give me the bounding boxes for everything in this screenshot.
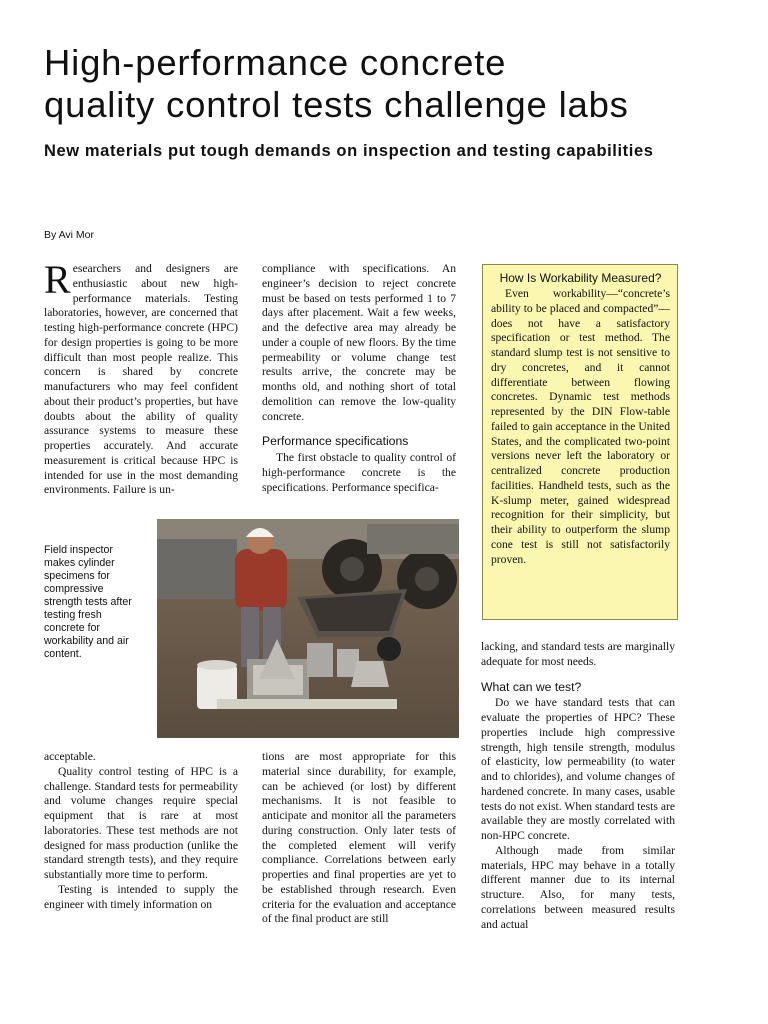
section-heading-performance-specifications: Performance specifications xyxy=(262,434,409,449)
sidebar-box xyxy=(482,264,678,620)
paragraph: The first obstacle to quality control of high-performance concrete is the specifications. Performance specifica- xyxy=(262,451,456,494)
title-line-1: High-performance concrete xyxy=(44,42,507,83)
title-line-2: quality control tests challenge labs xyxy=(44,84,629,125)
photo-illustration xyxy=(157,519,459,738)
sidebar-title: How Is Workability Measured? xyxy=(499,271,662,285)
photo-caption: Field inspector makes cylinder specimens for compressive strength tests after testing fresh concrete for workability and air content. xyxy=(44,544,132,660)
paragraph: lacking, and standard tests are marginally adequate for most needs. xyxy=(481,640,675,668)
sidebar-body: Even workability—“concrete’s ability to be placed and compacted”— does not have a satisfactory specification or test method. The standard slump test is not sensitive to dry concretes, and it cannot differentiate between flowing concretes. Dynamic test methods represented by the DIN Flow-table failed to gain acceptance in the United States, and the complicated two-point versions never left the laboratory or centralized concrete production facilities. Handheld tests, such as the K-slump meter, gained widespread recognition for their simplicity, but their ability to outperform the slump cone test is still not satisfactorily proven. xyxy=(491,287,670,566)
paragraph: tions are most appropriate for this material since durability, for example, can be achieved (or lost) by different mechanisms. It is not feasible to anticipate and monitor all the parameters during construction. Only later tests of the completed element will verify compliance. Correlations between early properties and final properties are yet to be established through research. Even criteria for the evaluation and acceptance of the final product are still xyxy=(262,750,456,926)
column-2-top xyxy=(262,262,456,495)
intro-paragraph: Researchers and designers are enthusiastic about new high-performance materials. Testing laboratories, however, are concerned that testing high-performance concrete (HPC) for design properties is going to be more difficult than most people realize. This concern is shared by concrete manufacturers who may feel confident about their product’s properties, but have doubts about the ability of quality assurance systems to measure these properties accurately. And accurate measurement is critical because HPC is intended for use in the most demanding environments. Failure is un- xyxy=(44,257,238,497)
article-title xyxy=(44,42,744,126)
paragraph: Do we have standard tests that can evaluate the properties of HPC? These properties include high compressive strength, high tensile strength, modulus of elasticity, low permeability (to water and to chlorides), and volume changes of hardened concrete. In many cases, usable tests do not exist. When standard tests are available they are mostly correlated with non-HPC concrete. xyxy=(481,696,675,842)
column-1-top xyxy=(44,257,238,498)
article-subtitle: New materials put tough demands on inspection and testing capabilities xyxy=(44,142,654,160)
column-2-bottom xyxy=(262,750,456,927)
drop-cap: R xyxy=(44,257,71,302)
paragraph: Although made from similar materials, HPC may behave in a totally different manner due to its internal structure. Also, for many tests, correlations between measured results and actual xyxy=(481,843,675,931)
paragraph: Quality control testing of HPC is a challenge. Standard tests for permeability and volume changes require special equipment that is rare at most laboratories. These test methods are not designed for mass production (unlike the standard strength tests), and they require substantially more time to perform. xyxy=(44,764,238,881)
field-inspector-photo xyxy=(157,519,459,738)
paragraph: compliance with specifications. An engineer’s decision to reject concrete must be based on tests performed 1 to 7 days after placement. Wait a few weeks, and the defective area may already be under a couple of new floors. By the time permeability or volume change test results arrive, the concrete may be months old, and nothing short of total demolition can remove the low-quality concrete. xyxy=(262,262,456,423)
column-3 xyxy=(481,640,675,932)
paragraph: Testing is intended to supply the engineer with timely information on xyxy=(44,882,238,911)
paragraph: acceptable. xyxy=(44,750,96,763)
byline: By Avi Mor xyxy=(44,229,94,241)
column-1-bottom xyxy=(44,750,238,912)
section-heading-what-can-we-test: What can we test? xyxy=(481,679,582,694)
